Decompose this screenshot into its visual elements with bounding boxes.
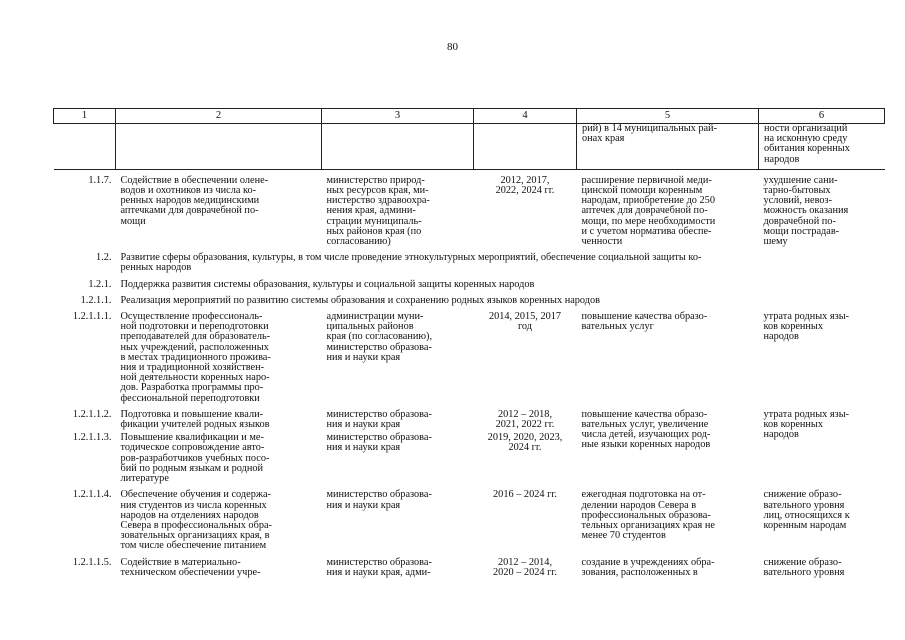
table-row xyxy=(54,552,885,578)
program-table xyxy=(53,108,884,578)
measure-cell xyxy=(116,124,322,170)
table-row xyxy=(54,404,885,430)
period-cell: 2012 – 2018, 2021, 2022 гг. xyxy=(495,408,555,431)
row-number: 1.2.1.1.2. xyxy=(72,408,112,420)
consequence-cell: утрата родных язы- ков коренных народов xyxy=(763,311,850,343)
continuation-row xyxy=(54,124,885,170)
page-number: 80 xyxy=(447,41,458,53)
consequence-cell: снижение образо- вательного уровня xyxy=(763,556,845,578)
result-cell: ежегодная подготовка на от- делении народов Севера в профессиональных образова- тельных организациях края не менее 70 студентов xyxy=(581,489,715,542)
consequence-cell: снижение образо- вательного уровня лиц, относящихся к коренным народам xyxy=(763,489,850,531)
consequence-cell: утрата родных язы- ков коренных народов xyxy=(763,408,850,441)
row-number: 1.1.7. xyxy=(88,174,112,186)
header-cell: 2 xyxy=(116,109,322,124)
row-number xyxy=(54,124,116,170)
row-number: 1.2. xyxy=(96,252,112,264)
period-cell: 2019, 2020, 2023, 2024 гг. xyxy=(487,432,563,454)
result-cell: рий) в 14 муниципальных рай- онах края xyxy=(577,124,759,170)
row-number: 1.2.1.1.4. xyxy=(72,489,112,501)
result-text: ные языки коренных народов xyxy=(581,439,711,451)
consequence-cell: ухудшение сани- тарно-бытовых условий, невоз- можность оказания доврачебной по- мощи пострадав- шему xyxy=(763,174,849,248)
measure-cell: Подготовка и повышение квали- фикации учителей родных языков xyxy=(120,408,270,431)
section-row xyxy=(54,274,885,290)
column-number-header xyxy=(54,109,885,124)
section-row xyxy=(54,247,885,273)
header-cell: 5 xyxy=(577,109,759,124)
responsible-cell: администрации муни- ципальных районов края (по согласованию), министерство образова- ния и науки края xyxy=(326,311,433,363)
responsible-cell: министерство образова- ния и науки края xyxy=(326,432,432,454)
period-cell: 2014, 2015, 2017 год xyxy=(488,311,562,333)
result-cell: расширение первичной меди- цинской помощи коренным народам, приобретение до 250 аптечек для доврачебной по- мощи, по мере необходимости и с учетом норматива обеспе- ченности xyxy=(581,174,716,248)
header-cell: 3 xyxy=(322,109,474,124)
row-number: 1.2.1.1.5. xyxy=(72,556,112,568)
header-cell: 1 xyxy=(54,109,116,124)
row-number: 1.2.1.1. xyxy=(80,294,112,306)
table-row xyxy=(54,484,885,551)
measure-cell: Содействие в обеспечении олене- водов и охотников из числа ко- ренных народов медицинскими аптечками для доврачебной по- мощи xyxy=(120,174,269,227)
period-cell: 2012 – 2014, 2020 – 2024 гг. xyxy=(493,556,557,578)
responsible-cell: министерство образова- ния и науки края xyxy=(326,489,432,511)
header-cell: 6 xyxy=(759,109,885,124)
measure-cell: Обеспечение обучения и содержа- ния студентов из числа коренных народов на отделениях народов Севера в профессиональных обра- зовательных организациях края, в том числе обеспечение питанием xyxy=(120,489,272,552)
header-cell: 4 xyxy=(474,109,577,124)
table-row xyxy=(54,169,885,247)
section-title: Развитие сферы образования, культуры, в том числе проведение этнокультурных мероприятий, обеспечение социальной защиты ко- ренных народов xyxy=(120,252,702,274)
row-number: 1.2.1. xyxy=(88,278,112,290)
measure-cell: Осуществление профессиональ- ной подготовки и переподготовки преподавателей для образователь- ных учреждений, расположенных в местах традиционного прожива- ния и традиционной хозяйствен- ной деятельности коренных наро- дов. Разработка программы про- фессиональной переподготовки xyxy=(120,311,271,404)
section-row xyxy=(54,290,885,306)
section-title: Реализация мероприятий по развитию системы образования и сохранению родных языков коренных народов xyxy=(120,294,601,306)
consequence-cell: ности организаций на исконную среду обитания коренных народов xyxy=(759,124,885,170)
responsible-cell: министерство образова- ния и науки края, адми- xyxy=(326,556,432,578)
responsible-cell: министерство природ- ных ресурсов края, ми- нистерство здравоохра- нения края, админи- страции муниципаль- ных районов края (по согласованию) xyxy=(326,174,430,248)
measure-cell: Содействие в материально- техническом обеспечении учре- xyxy=(120,556,261,578)
row-number: 1.2.1.1.1. xyxy=(72,311,112,323)
period-cell xyxy=(474,124,577,170)
result-cell xyxy=(577,404,759,484)
period-cell: 2012, 2017, 2022, 2024 гг. xyxy=(495,174,555,197)
measure-cell: Повышение квалификации и ме- тодическое сопровождение авто- ров-разработчиков учебных посо- бий по родным языкам и родной литературе xyxy=(120,432,270,485)
result-cell: повышение качества образо- вательных услуг xyxy=(581,311,708,333)
result-cell: создание в учреждениях обра- зования, расположенных в xyxy=(581,556,715,578)
period-cell: 2016 – 2024 гг. xyxy=(493,489,557,501)
table-row xyxy=(54,306,885,404)
responsible-cell xyxy=(322,124,474,170)
result-text: повышение качества образо- вательных услуг, увеличение числа детей, изучающих род- xyxy=(581,408,711,441)
row-number: 1.2.1.1.3. xyxy=(72,432,112,444)
section-title: Поддержка развития системы образования, культуры и социальной защиты коренных народов xyxy=(120,278,535,290)
responsible-cell: министерство образова- ния и науки края xyxy=(326,408,432,431)
